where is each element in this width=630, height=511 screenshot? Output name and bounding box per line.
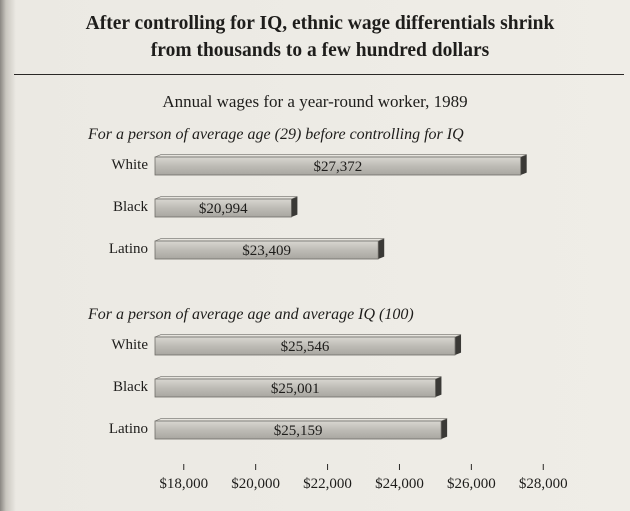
x-tick-label: $22,000 (303, 476, 352, 492)
x-tick-label: $26,000 (446, 476, 496, 492)
bar-side (435, 377, 441, 397)
x-tick-label: $20,000 (231, 476, 281, 492)
category-label: White (111, 337, 148, 353)
bar-side (291, 197, 297, 217)
x-tick-label: $24,000 (375, 476, 424, 492)
bar-side (521, 155, 527, 175)
group-1-label: For a person of average age (29) before controlling for IQ (88, 126, 464, 143)
x-tick-label: $28,000 (518, 476, 568, 492)
category-label: Black (113, 379, 148, 395)
bar-side (441, 419, 447, 439)
group-2-label: For a person of average age and average IQ (100) (88, 306, 414, 323)
category-label: Latino (108, 241, 148, 257)
category-label: Black (113, 199, 148, 215)
bar-value-label: $25,159 (273, 423, 323, 439)
bar-value-label: $20,994 (198, 201, 248, 217)
bar-side (378, 239, 384, 259)
bar-value-label: $23,409 (242, 243, 291, 259)
bar-side (455, 335, 461, 355)
bar-value-label: $25,546 (280, 339, 330, 355)
page-title-line-1: After controlling for IQ, ethnic wage differentials shrink (85, 13, 555, 34)
chart-title: Annual wages for a year-round worker, 1989 (162, 92, 468, 111)
bar-value-label: $25,001 (270, 381, 320, 397)
category-label: White (111, 157, 148, 173)
bar-value-label: $27,372 (313, 159, 363, 175)
x-tick-label: $18,000 (159, 476, 209, 492)
page-title-line-2: from thousands to a few hundred dollars (150, 40, 490, 61)
category-label: Latino (108, 421, 148, 437)
